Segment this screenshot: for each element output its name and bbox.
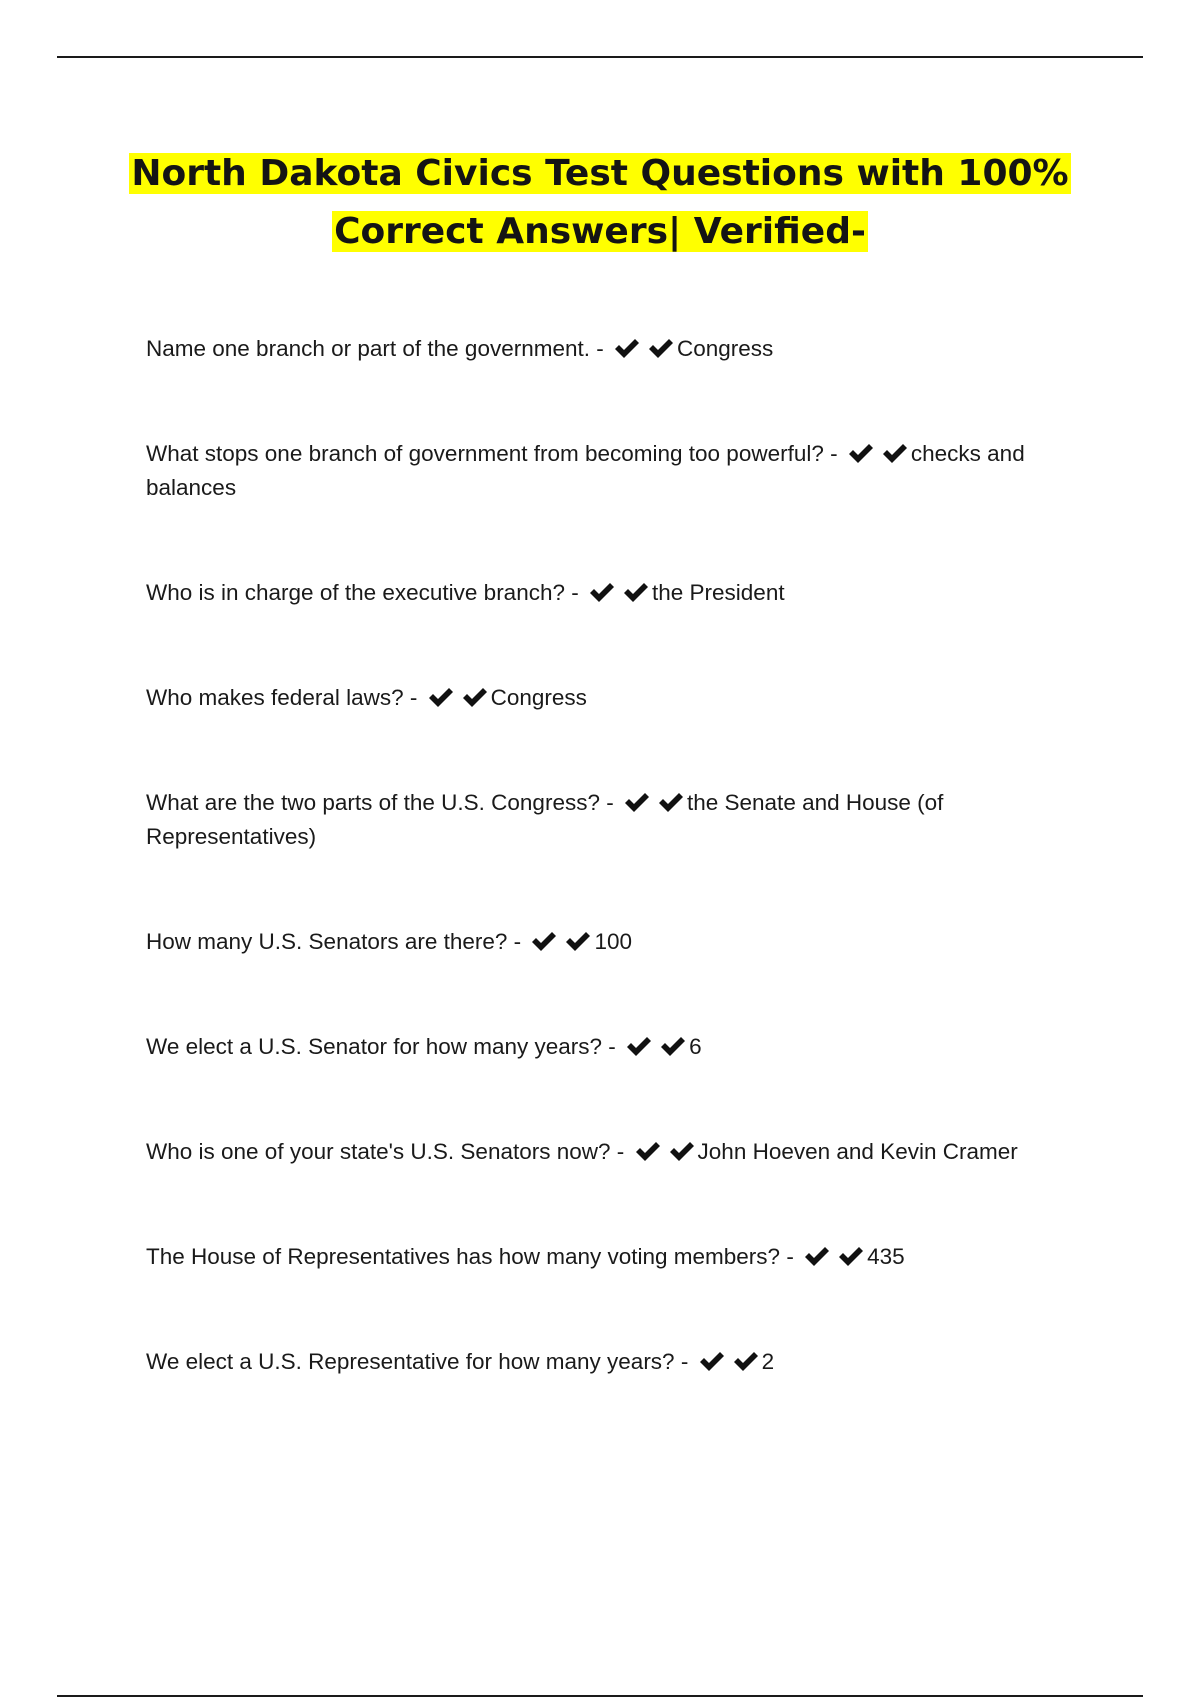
- checkmark-icon: [660, 1035, 686, 1057]
- bottom-divider: [57, 1695, 1143, 1697]
- question-text: We elect a U.S. Senator for how many years? -: [146, 1034, 616, 1059]
- checkmark-icon: [589, 581, 615, 603]
- answer-text: checks and balances: [146, 441, 1025, 500]
- checkmark-icon: [626, 1035, 652, 1057]
- checkmark-icon: [428, 686, 454, 708]
- answer-text: Congress: [490, 685, 587, 710]
- checkmark-icon: [648, 337, 674, 359]
- qa-item: [146, 1030, 1066, 1064]
- answer-text: the President: [652, 580, 785, 605]
- answer-text: 2: [761, 1349, 775, 1374]
- checkmark-icon: [623, 581, 649, 603]
- checkmark-icon: [635, 1140, 661, 1162]
- qa-item: [146, 786, 1066, 854]
- title-line-2: Correct Answers| Verified-: [334, 211, 866, 252]
- qa-item: [146, 1240, 1066, 1274]
- qa-item: [146, 681, 1066, 715]
- top-divider: [57, 56, 1143, 58]
- qa-item: [146, 437, 1066, 505]
- answer-text: 435: [867, 1244, 905, 1269]
- checkmark-icon: [848, 442, 874, 464]
- question-text: How many U.S. Senators are there? -: [146, 929, 522, 954]
- qa-item: [146, 332, 1066, 366]
- question-text: The House of Representatives has how many voting members? -: [146, 1244, 794, 1269]
- checkmark-icon: [565, 930, 591, 952]
- checkmark-icon: [838, 1245, 864, 1267]
- checkmark-icon: [462, 686, 488, 708]
- question-text: Who makes federal laws? -: [146, 685, 418, 710]
- checkmark-icon: [624, 791, 650, 813]
- qa-list: [146, 332, 1066, 1450]
- page-title: [0, 145, 1200, 261]
- checkmark-icon: [882, 442, 908, 464]
- checkmark-icon: [669, 1140, 695, 1162]
- question-text: Who is in charge of the executive branch? -: [146, 580, 579, 605]
- qa-item: [146, 1135, 1066, 1169]
- answer-text: the Senate and House (of Representatives): [146, 790, 944, 849]
- checkmark-icon: [804, 1245, 830, 1267]
- title-line-1: North Dakota Civics Test Questions with 100%: [131, 153, 1069, 194]
- question-text: What are the two parts of the U.S. Congress? -: [146, 790, 614, 815]
- question-text: What stops one branch of government from becoming too powerful? -: [146, 441, 838, 466]
- checkmark-icon: [658, 791, 684, 813]
- answer-text: 6: [689, 1034, 702, 1059]
- checkmark-icon: [699, 1350, 725, 1372]
- qa-item: [146, 1345, 1066, 1379]
- question-text: Name one branch or part of the government. -: [146, 336, 604, 361]
- question-text: Who is one of your state's U.S. Senators now? -: [146, 1139, 625, 1164]
- checkmark-icon: [733, 1350, 759, 1372]
- answer-text: John Hoeven and Kevin Cramer: [697, 1139, 1018, 1164]
- answer-text: 100: [594, 929, 632, 954]
- question-text: We elect a U.S. Representative for how many years? -: [146, 1349, 689, 1374]
- qa-item: [146, 925, 1066, 959]
- answer-text: Congress: [677, 336, 774, 361]
- checkmark-icon: [614, 337, 640, 359]
- checkmark-icon: [531, 930, 557, 952]
- qa-item: [146, 576, 1066, 610]
